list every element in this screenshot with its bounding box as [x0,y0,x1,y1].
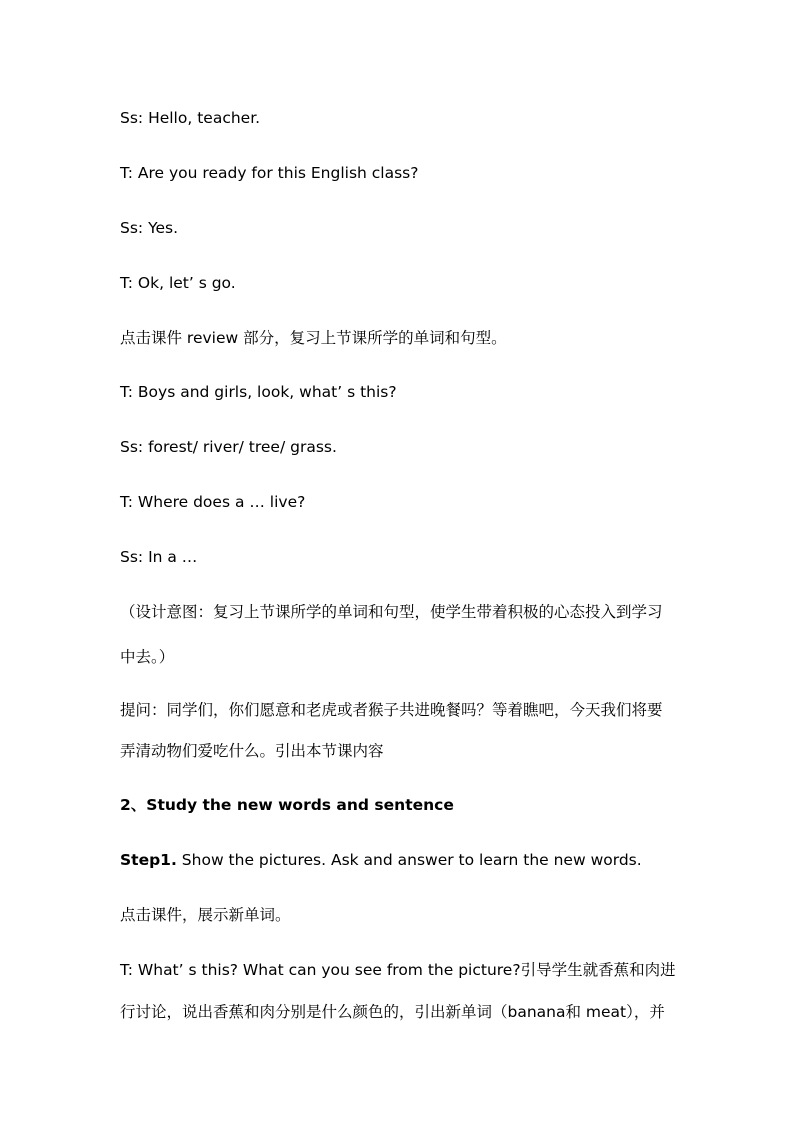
dialogue-line: T: Ok, let’ s go. [120,274,236,292]
dialogue-line: T: What’ s this? What can you see from the picture?引导学生就香蕉和肉进 [120,961,676,979]
instruction-line: 点击课件，展示新单词。 [120,906,291,924]
dialogue-line: Ss: Hello, teacher. [120,109,261,127]
step-text: Show the pictures. Ask and answer to learn the new words. [181,851,642,869]
dialogue-line: T: Where does a … live? [120,493,306,511]
dialogue-line: Ss: In a … [120,548,198,566]
design-intent-line: （设计意图：复习上节课所学的单词和句型，使学生带着积极的心态投入到学习 [120,603,663,621]
dialogue-line: T: Are you ready for this English class? [120,164,419,182]
question-line: 弄清动物们爱吃什么。引出本节课内容 [120,742,384,760]
dialogue-line: T: Boys and girls, look, what’ s this? [120,383,397,401]
dialogue-line: Ss: forest/ river/ tree/ grass. [120,438,337,456]
instruction-line: 点击课件 review 部分，复习上节课所学的单词和句型。 [120,329,507,347]
question-line: 提问：同学们，你们愿意和老虎或者猴子共进晚餐吗？等着瞧吧，今天我们将要 [120,701,663,719]
step-label: Step1. [120,851,177,869]
step-line [120,850,680,870]
dialogue-line: 行讨论，说出香蕉和肉分别是什么颜色的，引出新单词（banana和 meat），并 [120,1003,665,1021]
section-heading: 2、Study the new words and sentence [120,796,454,814]
design-intent-line: 中去。） [120,648,175,666]
dialogue-line: Ss: Yes. [120,219,179,237]
